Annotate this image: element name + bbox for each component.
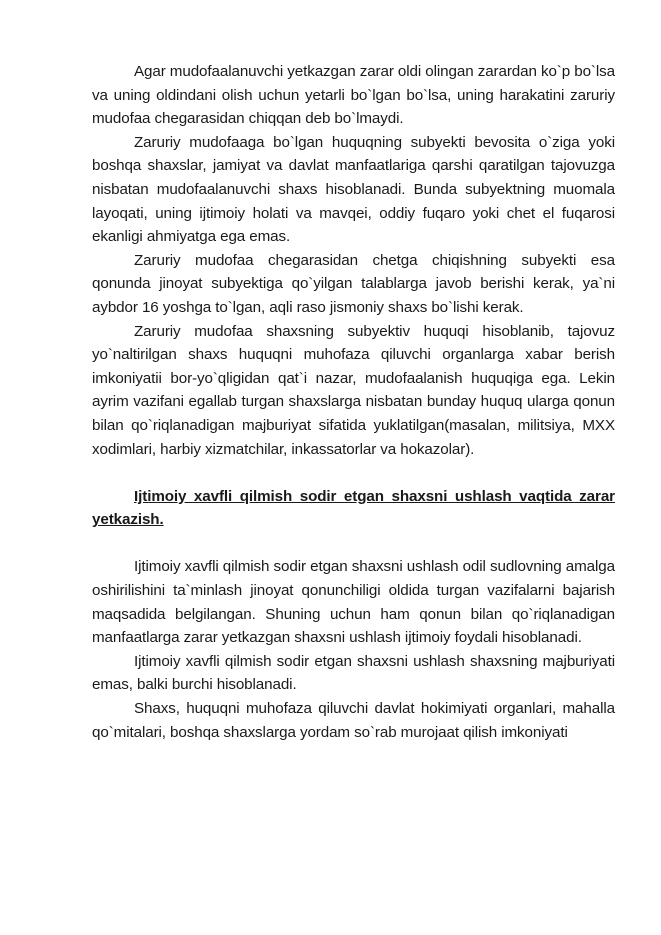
section-heading: Ijtimoiy xavfli qilmish sodir etgan shaxsni ushlash vaqtida zarar yetkazish. <box>92 487 615 529</box>
paragraph-6: Ijtimoiy xavfli qilmish sodir etgan shaxsni ushlash shaxsning majburiyati emas, balki burchi hisoblanadi. <box>92 652 615 694</box>
document-page <box>92 60 615 744</box>
paragraph-3: Zaruriy mudofaa chegarasidan chetga chiqishning subyekti esa qonunda jinoyat subyektiga qo`yilgan talablarga javob berishi kerak, ya`ni aybdor 16 yoshga to`lgan, aqli raso jismoniy shaxs bo`lishi kerak. <box>92 251 615 316</box>
paragraph-4: Zaruriy mudofaa shaxsning subyektiv huquqi hisoblanib, tajovuz yo`naltirilgan shaxs huquqni muhofaza qiluvchi organlarga xabar berish imkoniyatii bor-yo`qligidan qat`i nazar, mudofaalanish huquqiga ega. Lekin ayrim vazifani egallab turgan shaxslarga nisbatan bunday huquq ularga qonun bilan qo`riqlanadigan majburiyat sifatida yuklatilgan(masalan, militsiya, MXX xodimlari, harbiy xizmatchilar, inkassatorlar va hokazolar). <box>92 322 615 458</box>
paragraph-5: Ijtimoiy xavfli qilmish sodir etgan shaxsni ushlash odil sudlovning amalga oshirilishini ta`minlash jinoyat qonunchiligi oldida turgan vazifalarni bajarish maqsadida belgilangan. Shuning uchun ham qonun bilan qo`riqlanadigan manfaatlarga zarar yetkazgan shaxsni ushlash ijtimoiy foydali hisoblanadi. <box>92 558 615 647</box>
paragraph-2: Zaruriy mudofaaga bo`lgan huquqning subyekti bevosita o`ziga yoki boshqa shaxslar, jamiyat va davlat manfaatlariga qarshi qaratilgan tajovuzga nisbatan mudofaalanuvchi shaxs hisoblanadi. Bunda subyektning muomala layoqati, uning ijtimoiy holati va mavqei, oddiy fuqaro yoki chet el fuqarosi ekanligi ahmiyatga ega emas. <box>92 133 615 246</box>
paragraph-7: Shaxs, huquqni muhofaza qiluvchi davlat hokimiyati organlari, mahalla qo`mitalari, boshqa shaxslarga yordam so`rab murojaat qilish imkoniyati <box>92 700 615 741</box>
paragraph-1: Agar mudofaalanuvchi yetkazgan zarar oldi olingan zarardan ko`p bo`lsa va uning oldindani olish uchun yetarli bo`lgan bo`lsa, uning harakatini zaruriy mudofaa chegarasidan chiqqan deb bo`lmaydi. <box>92 63 615 128</box>
